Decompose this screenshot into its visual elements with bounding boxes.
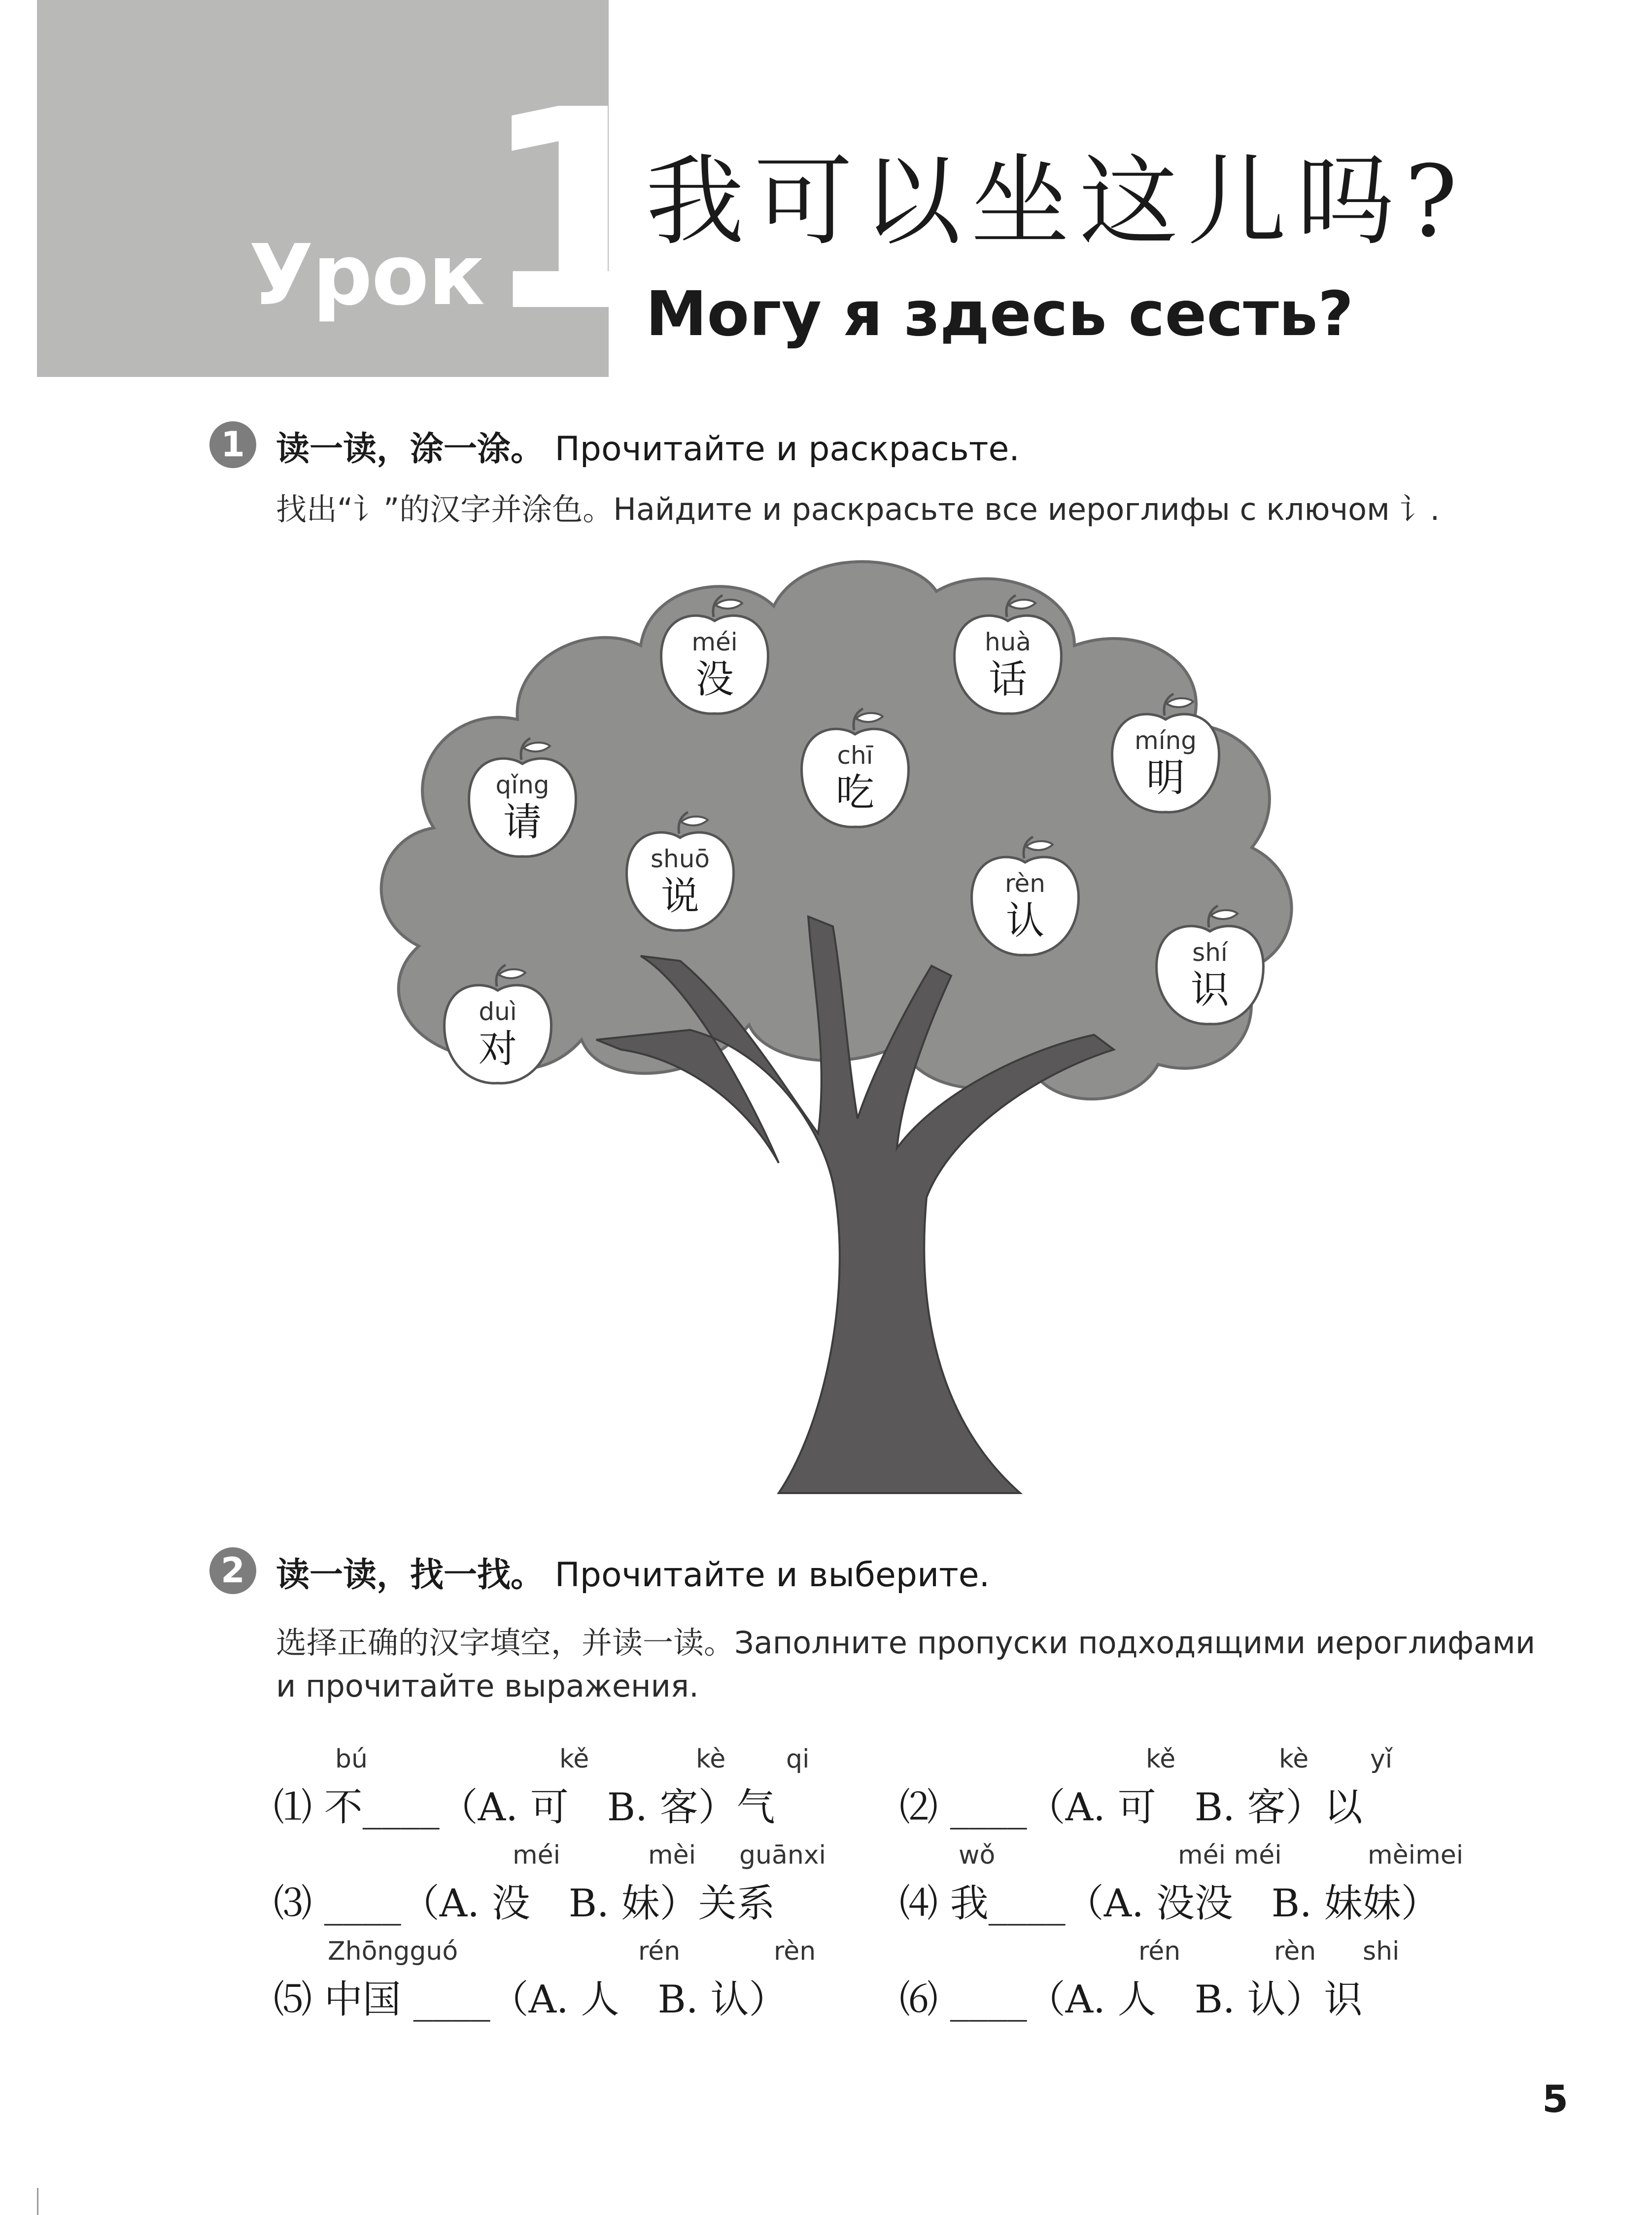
item-1-pinyin-bu: bú xyxy=(335,1744,368,1774)
apple-3[interactable] xyxy=(791,700,919,838)
apple-leaf xyxy=(523,743,550,751)
exercise-2-number: 2 xyxy=(209,1547,256,1594)
apple-7[interactable] xyxy=(961,828,1089,966)
apple-leaf xyxy=(1026,841,1053,850)
exercise-2-title-ru: Прочитайте и выберите. xyxy=(554,1556,990,1595)
apple-character: 识 xyxy=(1190,968,1230,1012)
apple-character: 明 xyxy=(1146,756,1185,800)
apple-pinyin: rèn xyxy=(1005,869,1045,898)
item-4-pinyin-meimei4: mèimei xyxy=(1368,1840,1464,1870)
apple-leaf xyxy=(716,600,742,609)
apple-6[interactable] xyxy=(616,803,744,941)
apple-pinyin: méi xyxy=(691,628,738,656)
apple-8[interactable] xyxy=(1146,897,1274,1035)
item-4-pinyin-wo: wǒ xyxy=(959,1840,996,1870)
apple-5[interactable] xyxy=(458,729,586,867)
item-2-text: ⑵ ____（A. 可 B. 客）以 xyxy=(899,1785,1363,1830)
item-1-pinyin-qi: qi xyxy=(786,1744,810,1774)
exercise-2-instruction-line2: и прочитайте выражения. xyxy=(276,1668,699,1704)
apple-leaf xyxy=(1211,910,1238,919)
apple-2[interactable] xyxy=(944,586,1072,724)
apple-leaf xyxy=(1009,600,1035,609)
lesson-number: 1 xyxy=(481,51,673,373)
apple-pinyin: chī xyxy=(837,741,873,770)
lesson-title-chinese: 我可以坐这儿吗? xyxy=(646,144,1468,259)
item-4-pinyin-meimei2: méi méi xyxy=(1178,1840,1282,1870)
exercise-1-title-cn: 读一读，涂一涂。 xyxy=(276,430,545,469)
item-5-pinyin-ren2: rén xyxy=(638,1937,681,1966)
apple-character: 没 xyxy=(695,657,734,702)
apple-character: 说 xyxy=(660,874,700,919)
margin-mark xyxy=(37,2188,38,2215)
apple-pinyin: huà xyxy=(984,628,1032,656)
item-5-pinyin-ren4: rèn xyxy=(774,1937,816,1966)
apple-pinyin: duì xyxy=(479,997,517,1026)
exercise-1-title xyxy=(276,422,1020,470)
apple-character: 吃 xyxy=(835,771,875,815)
item-6-pinyin-shi: shi xyxy=(1363,1937,1400,1966)
apple-pinyin: qǐng xyxy=(495,771,550,799)
apple-9[interactable] xyxy=(434,956,562,1094)
exercise-1-number: 1 xyxy=(209,421,256,468)
apple-pinyin: míng xyxy=(1134,726,1197,755)
apple-1[interactable] xyxy=(651,586,779,724)
exercise-1-title-ru: Прочитайте и раскрасьте. xyxy=(554,430,1020,469)
item-6-pinyin-ren4: rèn xyxy=(1274,1937,1316,1966)
item-2-pinyin-ke4: kè xyxy=(1279,1744,1309,1774)
item-6-pinyin-ren2: rén xyxy=(1138,1937,1181,1966)
apple-leaf xyxy=(856,713,883,722)
item-6-text: ⑹ ____（A. 人 B. 认）识 xyxy=(899,1977,1363,2022)
exercise-2-instruction-line1: 选择正确的汉字填空，并读一读。Заполните пропуски подходящими иероглифами xyxy=(276,1625,1536,1661)
apple-leaf xyxy=(1167,698,1193,707)
item-1-pinyin-ke4: kè xyxy=(696,1744,726,1774)
item-3-pinyin-guanxi: guānxi xyxy=(739,1840,826,1870)
lesson-word: Урок xyxy=(249,227,484,324)
item-5-text: ⑸ 中国 ____（A. 人 B. 认） xyxy=(274,1977,788,2022)
exercise-2-title-cn: 读一读，找一找。 xyxy=(276,1556,545,1595)
item-1-text: ⑴ 不____（A. 可 B. 客）气 xyxy=(274,1785,775,1830)
apple-leaf xyxy=(681,817,708,825)
apple-pinyin: shuō xyxy=(650,845,710,873)
item-3-pinyin-mei2: méi xyxy=(513,1840,561,1870)
apple-character: 对 xyxy=(478,1027,517,1071)
apple-leaf xyxy=(499,969,525,978)
apple-character: 话 xyxy=(988,657,1028,702)
item-3-text: ⑶ ____（A. 没 B. 妹）关系 xyxy=(274,1881,775,1926)
item-2-pinyin-ke3: kě xyxy=(1146,1744,1176,1774)
apple-character: 请 xyxy=(503,800,542,845)
page-number: 5 xyxy=(1542,2077,1568,2121)
apple-pinyin: shí xyxy=(1192,938,1228,967)
item-1-pinyin-ke3: kě xyxy=(559,1744,589,1774)
exercise-1-instruction: 找出“讠”的汉字并涂色。Найдите и раскрасьте все иероглифы с ключом 讠. xyxy=(276,491,1440,527)
item-5-pinyin-zhongguo: Zhōngguó xyxy=(328,1937,458,1966)
exercise-2-title xyxy=(276,1548,990,1596)
item-3-pinyin-mei4: mèi xyxy=(648,1840,696,1870)
lesson-title-russian: Могу я здесь сесть? xyxy=(646,278,1354,350)
apple-4[interactable] xyxy=(1101,685,1230,823)
apple-character: 认 xyxy=(1005,899,1045,943)
item-2-pinyin-yi: yǐ xyxy=(1370,1744,1393,1774)
item-4-text: ⑷ 我____（A. 没没 B. 妹妹） xyxy=(899,1881,1440,1926)
